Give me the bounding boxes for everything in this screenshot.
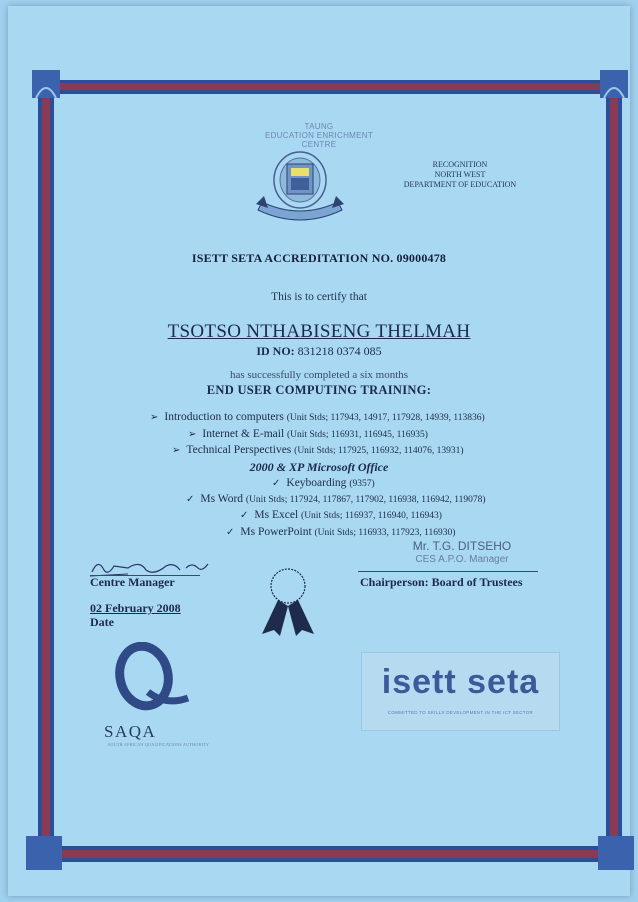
course-name: Technical Perspectives bbox=[186, 444, 292, 456]
office-item bbox=[226, 526, 455, 538]
office-item-name: Keyboarding bbox=[286, 477, 347, 489]
office-item bbox=[272, 477, 375, 489]
office-item-name: Ms Word bbox=[200, 493, 244, 505]
course-name: Internet & E-mail bbox=[202, 428, 285, 440]
seal-line-2: EDUCATION ENRICHMENT bbox=[264, 131, 374, 140]
saqa-logo-icon bbox=[104, 642, 190, 722]
certify-text: This is to certify that bbox=[271, 291, 367, 303]
date-value: 02 February 2008 bbox=[90, 601, 181, 615]
isett-tagline: COMMITTED TO SKILLS DEVELOPMENT IN THE ICT SECTOR bbox=[387, 710, 534, 715]
office-item bbox=[186, 493, 486, 505]
id-value: 831218 0374 085 bbox=[297, 344, 382, 358]
check-bullet-icon: ✓ bbox=[226, 527, 235, 538]
course-item bbox=[188, 428, 428, 440]
arrow-bullet-icon: ➢ bbox=[188, 429, 197, 440]
unit-standards: (Unit Stds; 116933, 117923, 116930) bbox=[314, 528, 456, 538]
unit-standards: (Unit Stds; 117924, 117867, 117902, 116938, 116942, 119078) bbox=[245, 495, 486, 505]
recognition-line-3: DEPARTMENT OF EDUCATION bbox=[403, 180, 517, 189]
course-item bbox=[150, 411, 485, 423]
saqa-subtitle: SOUTH AFRICAN QUALIFICATIONS AUTHORITY bbox=[108, 742, 210, 747]
office-item-name: Ms PowerPoint bbox=[240, 526, 312, 538]
saqa-name: SAQA bbox=[104, 722, 157, 741]
recognition-line-2: NORTH WEST bbox=[434, 170, 486, 179]
seal-line-1: TAUNG bbox=[304, 122, 334, 131]
check-bullet-icon: ✓ bbox=[272, 478, 281, 489]
unit-standards: (Unit Stds; 116931, 116945, 116935) bbox=[287, 430, 428, 440]
signatory-title: CES A.P.O. Manager bbox=[415, 554, 509, 565]
unit-standards: (9357) bbox=[349, 479, 375, 489]
office-heading: 2000 & XP Microsoft Office bbox=[249, 460, 389, 474]
signatory-name: Mr. T.G. DITSEHO bbox=[412, 539, 512, 553]
office-item-name: Ms Excel bbox=[254, 509, 299, 521]
id-number bbox=[0, 344, 638, 359]
arrow-bullet-icon: ➢ bbox=[172, 445, 181, 456]
school-crest-icon bbox=[254, 150, 346, 230]
check-bullet-icon: ✓ bbox=[186, 494, 195, 505]
unit-standards: (Unit Stds; 116937, 116940, 116943) bbox=[301, 511, 442, 521]
course-item bbox=[172, 444, 464, 456]
centre-manager-label: Centre Manager bbox=[90, 575, 175, 589]
recognition-line-1: RECOGNITION bbox=[432, 160, 488, 169]
seal-line-3: CENTRE bbox=[301, 140, 337, 149]
office-item bbox=[240, 509, 442, 521]
check-bullet-icon: ✓ bbox=[240, 510, 249, 521]
recipient-name: TSOTSO NTHABISENG THELMAH bbox=[167, 321, 471, 342]
training-title: END USER COMPUTING TRAINING: bbox=[206, 383, 432, 397]
arrow-bullet-icon: ➢ bbox=[150, 412, 159, 423]
date-label: Date bbox=[90, 615, 114, 629]
accreditation-number: ISETT SETA ACCREDITATION NO. 09000478 bbox=[191, 251, 447, 265]
course-name: Introduction to computers bbox=[164, 411, 284, 423]
isett-logo-text: isett seta bbox=[381, 663, 540, 701]
isett-seta-logo bbox=[361, 652, 560, 731]
unit-standards: (Unit Stds; 117943, 14917, 117928, 14939, 113836) bbox=[286, 413, 485, 423]
award-ribbon-icon bbox=[258, 566, 318, 638]
unit-standards: (Unit Stds; 117925, 116932, 114076, 13931) bbox=[294, 446, 464, 456]
completion-text: has successfully completed a six months bbox=[229, 369, 409, 381]
chairperson-label: Chairperson: Board of Trustees bbox=[360, 575, 523, 589]
id-label: ID NO: bbox=[256, 344, 295, 358]
